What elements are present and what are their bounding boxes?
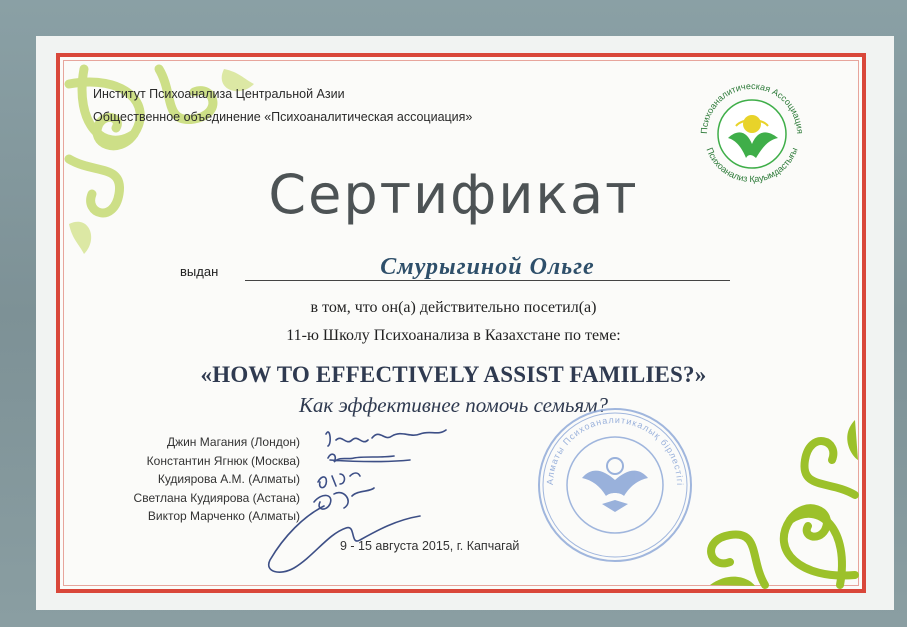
signatory-name: Джин Магания (Лондон) xyxy=(166,435,300,449)
signatory-name: Константин Ягнюк (Москва) xyxy=(146,453,300,468)
ornament-bottom-right-icon xyxy=(700,400,860,590)
logo-ring-bottom-text: Психоанализ Қауымдастығы xyxy=(704,146,800,185)
stamp-ring-text: Алматы Психоаналитикалық бірлестігі xyxy=(544,414,686,487)
body-line-school: 11-ю Школу Психоанализа в Казахстане по теме: xyxy=(286,327,621,344)
signatory-name: Светлана Кудиярова (Астана) xyxy=(133,490,300,505)
signature-2 xyxy=(328,454,410,462)
signatory-name: Виктор Марченко (Алматы) xyxy=(147,509,300,523)
org-line-institute: Институт Психоанализа Центральной Азии xyxy=(93,87,345,101)
eagle-icon xyxy=(582,458,648,512)
topic-russian: Как эффективнее помочь семьям? xyxy=(298,393,609,417)
topic-english: «HOW TO EFFECTIVELY ASSIST FAMILIES?» xyxy=(200,362,707,387)
signatures xyxy=(260,420,500,580)
signature-3 xyxy=(318,473,360,488)
recipient-name: Смурыгиной Ольге xyxy=(380,254,595,280)
recipient-underline xyxy=(245,280,730,281)
signatory-name: Кудиярова А.М. (Алматы) xyxy=(157,472,300,486)
certificate-title: Сертификат xyxy=(268,163,639,226)
official-stamp xyxy=(530,400,700,570)
issued-label: выдан xyxy=(180,264,219,279)
event-date-place: 9 - 15 августа 2015, г. Капчагай xyxy=(340,539,520,553)
body-line-attendance: в том, что он(а) действительно посетил(а) xyxy=(310,299,597,316)
signature-1 xyxy=(326,430,446,446)
logo-ring-top-text: Психоаналитическая Ассоциация xyxy=(698,80,806,135)
org-line-association: Общественное объединение «Психоаналитическая ассоциация» xyxy=(93,110,473,124)
